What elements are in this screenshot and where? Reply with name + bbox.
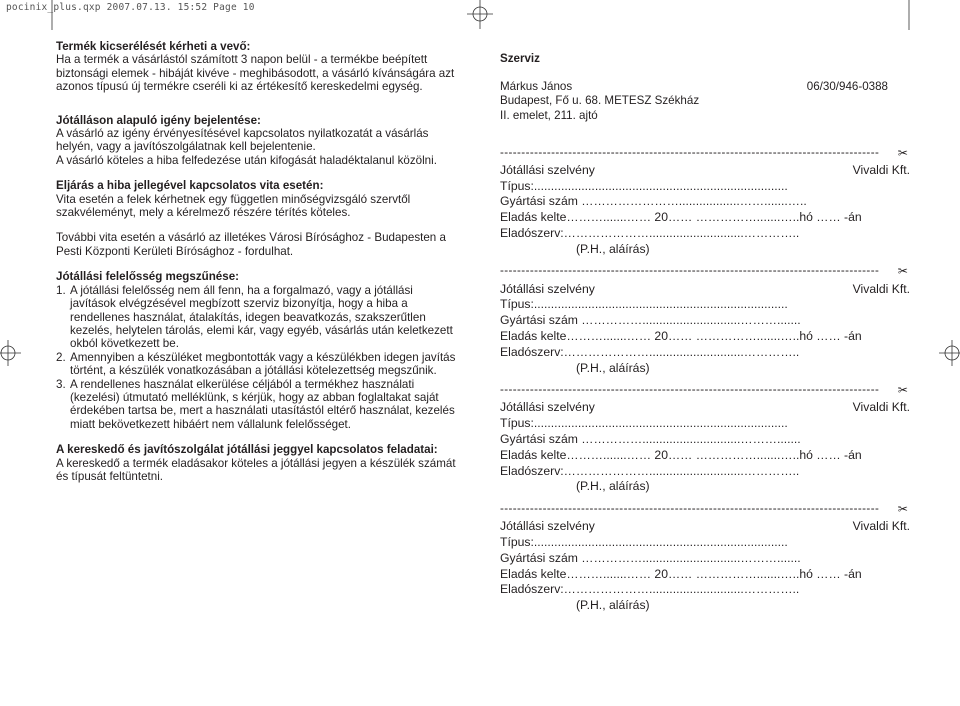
service-title: Szerviz bbox=[500, 52, 540, 65]
coupon-header bbox=[500, 400, 910, 416]
coupon-signature-label: (P.H., aláírás) bbox=[576, 479, 650, 494]
coupon-type-field[interactable]: Típus:........................................................................... bbox=[500, 416, 788, 431]
claim-heading: Jótálláson alapuló igény bejelentése: bbox=[56, 113, 261, 127]
service-address-line-2: II. emelet, 211. ajtó bbox=[500, 108, 598, 122]
coupon-brand: Vivaldi Kft. bbox=[852, 400, 910, 415]
dashed-line: ----------------------------------------------------------------------------------------- bbox=[500, 383, 880, 397]
dashed-line: ----------------------------------------------------------------------------------------- bbox=[500, 502, 880, 516]
service-name: Márkus János bbox=[500, 80, 573, 94]
coupon-sale-date-field[interactable]: Eladás kelte……….......…… 20…… …………….......…..hó …… -án bbox=[500, 210, 862, 225]
coupon-serial-field[interactable]: Gyártási szám …………….............................………....... bbox=[500, 313, 801, 328]
claim-section bbox=[56, 114, 456, 168]
service-address-line-1: Budapest, Fő u. 68. METESZ Székház bbox=[500, 94, 700, 108]
list-item-text: A jótállási felelősség nem áll fenn, ha a forgalmazó, vagy a jótállási javítások elvégzésével megbízott szerviz bizonyítja, hogy a hiba a rendellenes használat, átalakítás, idegen beavatkozás, szakszerűtlen kezelés, helytelen tárolás, elemi kár, vagy egyéb, vásárlás után keletkezett okból következett be. bbox=[70, 283, 453, 351]
coupon-signature-label: (P.H., aláírás) bbox=[576, 598, 650, 613]
coupon-serial-field[interactable]: Gyártási szám ……………………..................…….......….. bbox=[500, 194, 807, 209]
list-item bbox=[56, 284, 456, 351]
coupon-type-field[interactable]: Típus:........................................................................... bbox=[500, 297, 788, 312]
coupon-title: Jótállási szelvény bbox=[500, 519, 595, 534]
replacement-section bbox=[56, 40, 456, 94]
dispute-heading: Eljárás a hiba jellegével kapcsolatos vita esetén: bbox=[56, 179, 324, 193]
coupon-seller-field[interactable]: Eladószerv:…………………............................………….. bbox=[500, 463, 800, 478]
coupon-sale-date-field[interactable]: Eladás kelte……….......…… 20…… …………….......…..hó …… -án bbox=[500, 566, 862, 581]
list-item-number: 2. bbox=[56, 350, 66, 364]
coupon-seller-field[interactable]: Eladószerv:…………………............................………….. bbox=[500, 582, 800, 597]
list-item bbox=[56, 378, 456, 432]
dispute-section bbox=[56, 179, 456, 219]
coupon-seller-field[interactable]: Eladószerv:…………………............................………….. bbox=[500, 344, 800, 359]
warranty-coupon-2 bbox=[500, 280, 910, 383]
warranty-coupon-1 bbox=[500, 161, 910, 264]
list-item-text: A rendellenes használat elkerülése céljából a termékhez használati (kezelési) útmutató melléklünk, s kérjük, hogy az abban foglaltakat saját érdekében tartsa be, mert a használati utasítástól eltérő használat, kezelés miatt bekövetkezett hibáért nem vállalunk felelősséget. bbox=[70, 377, 455, 431]
liability-heading: Jótállási felelősség megszűnése: bbox=[56, 270, 239, 284]
registration-mark-top bbox=[465, 0, 495, 30]
cut-line bbox=[500, 145, 910, 161]
service-contact-row bbox=[500, 80, 910, 94]
replacement-text: Ha a termék a vásárlástól számított 3 napon belül - a termékbe beépített biztonsági elemek - hibáját kivéve - meghibásodott, a vásárló kívánságára azt azonos típusú új termékre cseréli ki az értékesítő kereskedelmi egység. bbox=[56, 53, 455, 94]
coupon-type-field[interactable]: Típus:........................................................................... bbox=[500, 534, 788, 549]
coupon-sale-date-field[interactable]: Eladás kelte……….......…… 20…… …………….......…..hó …… -án bbox=[500, 328, 862, 343]
dashed-line: ----------------------------------------------------------------------------------------- bbox=[500, 145, 880, 159]
list-item-number: 1. bbox=[56, 283, 66, 297]
coupon-title: Jótállási szelvény bbox=[500, 400, 595, 415]
cut-line bbox=[500, 382, 910, 398]
dealer-duties-section bbox=[56, 443, 456, 483]
coupon-header bbox=[500, 163, 910, 179]
coupon-title: Jótállási szelvény bbox=[500, 162, 595, 177]
cut-line bbox=[500, 264, 910, 280]
coupon-signature-label: (P.H., aláírás) bbox=[576, 360, 650, 375]
coupon-header bbox=[500, 282, 910, 298]
liability-list bbox=[56, 284, 456, 431]
coupon-seller-field[interactable]: Eladószerv:…………………............................………….. bbox=[500, 226, 800, 240]
list-item bbox=[56, 351, 456, 378]
scissors-icon: ✂ bbox=[897, 264, 909, 279]
scissors-icon: ✂ bbox=[897, 502, 909, 517]
list-item-number: 3. bbox=[56, 377, 66, 391]
coupon-brand: Vivaldi Kft. bbox=[852, 281, 910, 296]
scissors-icon: ✂ bbox=[897, 145, 909, 160]
warranty-coupon-4 bbox=[500, 517, 910, 620]
dashed-line: ----------------------------------------------------------------------------------------- bbox=[500, 264, 880, 278]
list-item-text: Amennyiben a készüléket megbontották vagy a készülékben idegen javítás történt, a készülék vonatkozásában a jótállási kötelezettség megszűnik. bbox=[70, 350, 456, 378]
dealer-duties-text: A kereskedő a termék eladásakor köteles a jótállási jegyen a készülék számát és típusát feltüntetni. bbox=[56, 456, 456, 483]
service-phone: 06/30/946-0388 bbox=[806, 80, 888, 94]
court-text: További vita esetén a vásárló az illetékes Városi Bírósághoz - Budapesten a Pesti Központi Kerületi Bírósághoz - fordulhat. bbox=[56, 231, 446, 258]
dealer-duties-heading: A kereskedő és javítószolgálat jótállási jeggyel kapcsolatos feladatai: bbox=[56, 443, 438, 457]
claim-text-2: A vásárló köteles a hiba felfedezése után kifogását haladéktalanul közölni. bbox=[56, 153, 437, 167]
coupon-serial-field[interactable]: Gyártási szám …………….............................………....... bbox=[500, 550, 801, 565]
warranty-coupon-3 bbox=[500, 398, 910, 501]
replacement-heading: Termék kicserélését kérheti a vevő: bbox=[56, 40, 251, 53]
coupon-header bbox=[500, 519, 910, 535]
crop-mark-top-right bbox=[905, 0, 925, 34]
coupon-serial-field[interactable]: Gyártási szám …………….............................………....... bbox=[500, 431, 801, 446]
liability-heading-block bbox=[56, 270, 456, 283]
court-section bbox=[56, 231, 456, 258]
coupon-signature-label: (P.H., aláírás) bbox=[576, 241, 650, 256]
print-slug: pocinix_plus.qxp 2007.07.13. 15:52 Page 10 bbox=[6, 2, 255, 13]
coupon-sale-date-field[interactable]: Eladás kelte……….......…… 20…… …………….......…..hó …… -án bbox=[500, 447, 862, 462]
coupon-brand: Vivaldi Kft. bbox=[852, 519, 910, 534]
cut-line bbox=[500, 501, 910, 517]
crop-mark-top-left bbox=[36, 0, 56, 34]
registration-mark-right bbox=[938, 338, 960, 368]
coupon-title: Jótállási szelvény bbox=[500, 281, 595, 296]
registration-mark-left bbox=[0, 338, 22, 368]
coupon-brand: Vivaldi Kft. bbox=[852, 162, 910, 177]
coupon-type-field[interactable]: Típus:........................................................................... bbox=[500, 178, 788, 193]
scissors-icon: ✂ bbox=[897, 383, 909, 398]
dispute-text: Vita esetén a felek kérhetnek egy független minőségvizsgáló szervtől szakvéleményt, mely a kérelmező részére térítés köteles. bbox=[56, 192, 411, 220]
warranty-terms-column bbox=[56, 40, 456, 495]
claim-text: A vásárló az igény érvényesítésével kapcsolatos nyilatkozatát a vásárlás helyén, vagy a javítószolgálatnak kell bejelentenie. bbox=[56, 127, 429, 154]
service-and-coupons-column bbox=[500, 52, 910, 620]
